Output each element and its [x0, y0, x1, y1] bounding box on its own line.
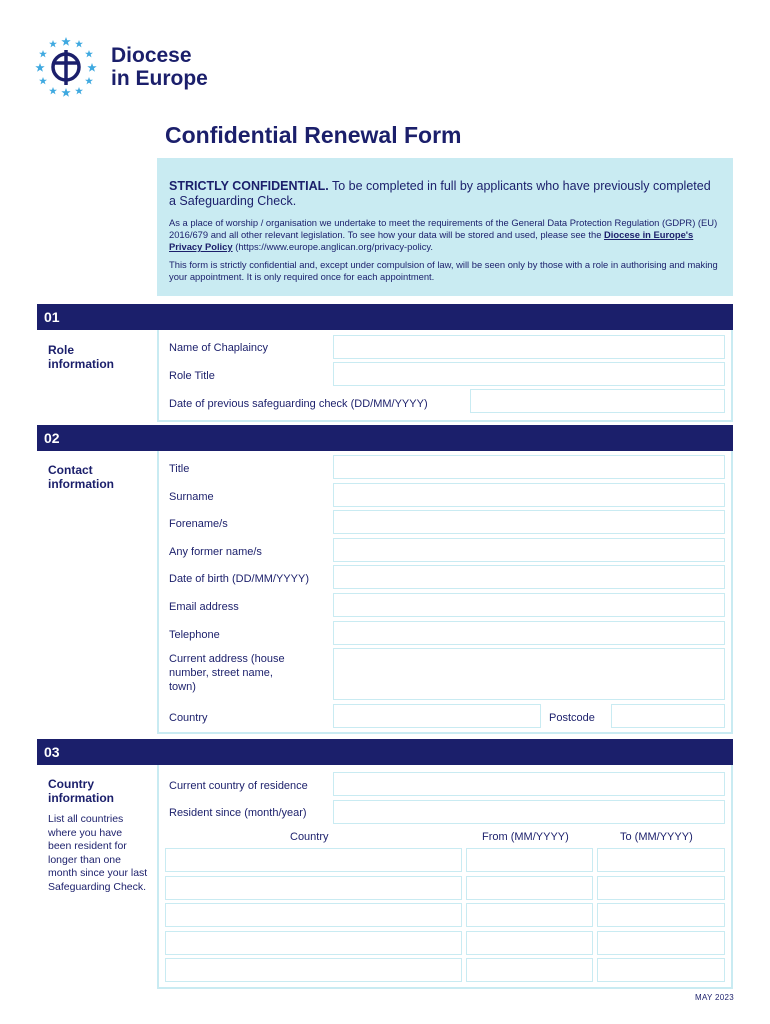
role-title-input[interactable]: [333, 362, 725, 386]
column-from: From (MM/YYYY): [482, 831, 569, 843]
title-input[interactable]: [333, 455, 725, 479]
intro-lead-text: To be completed in full by applicants who have previously completed a Safeguarding Check.: [169, 179, 711, 208]
chaplaincy-input[interactable]: [333, 335, 725, 359]
history-to-input[interactable]: [597, 848, 725, 872]
gdpr-text: As a place of worship / organisation we undertake to meet the requirements of the General Data Protection Regulation (GDPR) (EU) 2016/679 and all other relevant legislation. To see how your data will be stored and used, please see the: [169, 217, 718, 240]
forename-label: Forename/s: [169, 518, 228, 530]
former-names-label: Any former name/s: [169, 546, 262, 558]
privacy-policy-link[interactable]: Diocese in Europe's Privacy Policy: [169, 229, 694, 252]
current-country-input[interactable]: [333, 772, 725, 796]
history-to-input[interactable]: [597, 876, 725, 900]
column-country: Country: [290, 831, 329, 843]
section-01-header: 01: [37, 304, 733, 330]
history-from-input[interactable]: [466, 958, 593, 982]
history-country-input[interactable]: [165, 848, 462, 872]
history-country-input[interactable]: [165, 958, 462, 982]
logo-line-2: in Europe: [111, 67, 208, 90]
address-input[interactable]: [333, 648, 725, 700]
previous-check-date-label: Date of previous safeguarding check (DD/MM/YYYY): [169, 398, 428, 410]
history-from-input[interactable]: [466, 876, 593, 900]
confidentiality-notice: This form is strictly confidential and, except under compulsion of law, will be seen only by those with a role in authorising and making your appointment. It is only required once for each appointment.: [169, 259, 718, 282]
gdpr-url: (https://www.europe.anglican.org/privacy-policy.: [232, 241, 434, 252]
chaplaincy-label: Name of Chaplaincy: [169, 342, 269, 354]
telephone-input[interactable]: [333, 621, 725, 645]
current-country-label: Current country of residence: [169, 780, 308, 792]
cross-stars-icon: [33, 36, 103, 98]
diocese-logo: [33, 36, 233, 98]
history-to-input[interactable]: [597, 903, 725, 927]
forename-input[interactable]: [333, 510, 725, 534]
surname-input[interactable]: [333, 483, 725, 507]
resident-since-input[interactable]: [333, 800, 725, 824]
previous-check-date-input[interactable]: [470, 389, 725, 413]
email-input[interactable]: [333, 593, 725, 617]
column-to: To (MM/YYYY): [620, 831, 693, 843]
strictly-confidential-label: STRICTLY CONFIDENTIAL.: [169, 179, 329, 193]
role-title-label: Role Title: [169, 370, 215, 382]
history-from-input[interactable]: [466, 903, 593, 927]
surname-label: Surname: [169, 491, 214, 503]
intro-panel: [157, 158, 733, 296]
logo-wordmark: [111, 44, 208, 90]
email-label: Email address: [169, 601, 239, 613]
address-label: Current address (house number, street name, town): [169, 653, 285, 693]
intro-lead: [169, 179, 721, 209]
history-from-input[interactable]: [466, 931, 593, 955]
section-03-header: 03: [37, 739, 733, 765]
history-country-input[interactable]: [165, 903, 462, 927]
footer-date: MAY 2023: [695, 993, 735, 1002]
history-to-input[interactable]: [597, 958, 725, 982]
country-label: Country: [169, 712, 208, 724]
section-02-label: Contact information: [48, 463, 114, 491]
country-input[interactable]: [333, 704, 541, 728]
gdpr-notice: [169, 217, 721, 253]
section-03-label: Country information: [48, 777, 114, 805]
postcode-input[interactable]: [611, 704, 725, 728]
history-from-input[interactable]: [466, 848, 593, 872]
telephone-label: Telephone: [169, 629, 220, 641]
section-03-note: List all countries where you have been resident for longer than one month since your last Safeguarding Check.: [48, 813, 148, 893]
section-02-header: 02: [37, 425, 733, 451]
history-country-input[interactable]: [165, 876, 462, 900]
form-title: Confidential Renewal Form: [165, 122, 462, 148]
logo-line-1: Diocese: [111, 44, 192, 67]
section-01-label: Role information: [48, 343, 114, 371]
title-label: Title: [169, 463, 190, 475]
dob-input[interactable]: [333, 565, 725, 589]
former-names-input[interactable]: [333, 538, 725, 562]
history-to-input[interactable]: [597, 931, 725, 955]
dob-label: Date of birth (DD/MM/YYYY): [169, 573, 309, 585]
postcode-label: Postcode: [549, 712, 595, 724]
history-country-input[interactable]: [165, 931, 462, 955]
resident-since-label: Resident since (month/year): [169, 807, 307, 819]
